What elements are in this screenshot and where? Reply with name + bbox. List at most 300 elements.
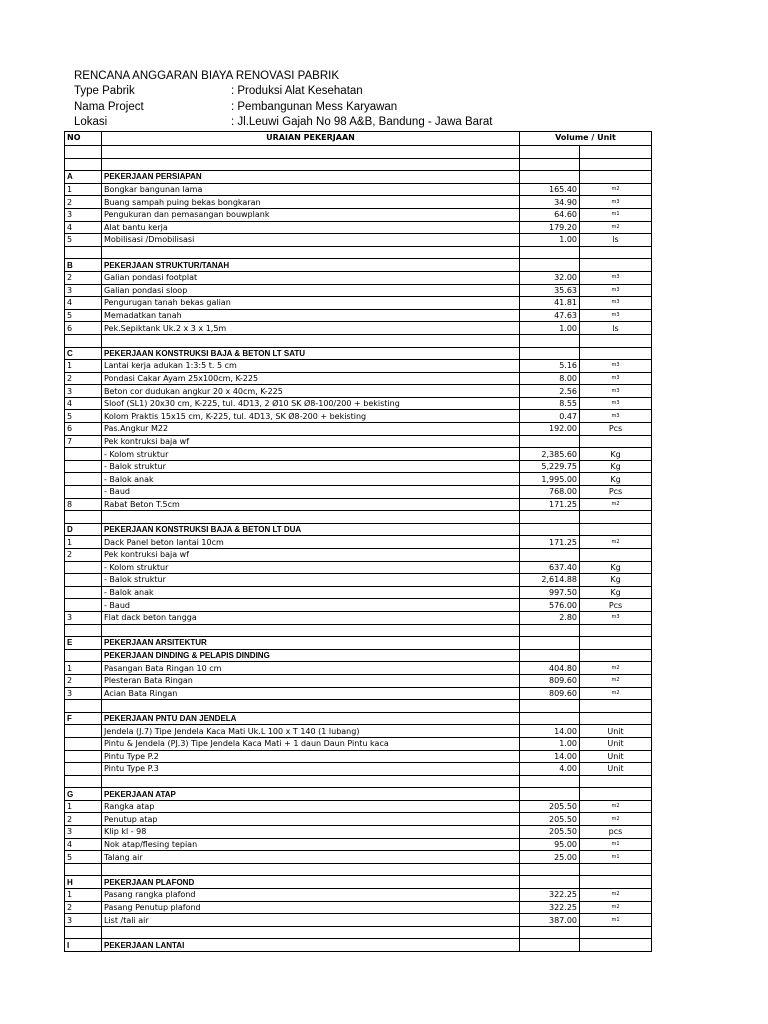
table-row xyxy=(65,599,652,612)
row-volume xyxy=(520,146,580,159)
row-number xyxy=(65,750,102,763)
row-volume xyxy=(520,171,580,184)
row-number: A xyxy=(65,171,102,184)
row-number xyxy=(65,700,102,713)
table-row xyxy=(65,435,652,448)
row-volume xyxy=(520,649,580,662)
row-number: 1 xyxy=(65,536,102,549)
row-volume: 2,614.88 xyxy=(520,574,580,587)
row-volume: 5,229.75 xyxy=(520,460,580,473)
row-volume: 171.25 xyxy=(520,536,580,549)
blank-row xyxy=(65,624,652,637)
section-row xyxy=(65,712,652,725)
row-number: 2 xyxy=(65,901,102,914)
row-description: Kolom Praktis 15x15 cm, K-225, tul. 4D13, SK Ø8-200 + bekisting xyxy=(102,410,520,423)
row-volume: 165.40 xyxy=(520,183,580,196)
row-unit: m3 xyxy=(580,410,652,423)
row-unit xyxy=(580,863,652,876)
row-number: 3 xyxy=(65,914,102,927)
row-volume: 64.60 xyxy=(520,208,580,221)
type-label: Type Pabrik xyxy=(74,85,135,97)
row-volume: 205.50 xyxy=(520,813,580,826)
row-number xyxy=(65,486,102,499)
row-description: Pek kontruksi baja wf xyxy=(102,549,520,562)
row-number: 7 xyxy=(65,435,102,448)
row-volume: 14.00 xyxy=(520,725,580,738)
row-number: 5 xyxy=(65,309,102,322)
row-number xyxy=(65,473,102,486)
row-volume: 637.40 xyxy=(520,561,580,574)
table-row xyxy=(65,385,652,398)
row-volume xyxy=(520,863,580,876)
row-volume: 34.90 xyxy=(520,196,580,209)
table-row xyxy=(65,611,652,624)
row-description: Jendela (J.7) Tipe Jendela Kaca Mati Uk.L 100 x T 140 (1 lubang) xyxy=(102,725,520,738)
row-description: PEKERJAAN LANTAI xyxy=(102,939,520,952)
row-description: - Kolom struktur xyxy=(102,561,520,574)
row-number xyxy=(65,586,102,599)
row-volume: 997.50 xyxy=(520,586,580,599)
row-volume: 1.00 xyxy=(520,737,580,750)
row-number xyxy=(65,737,102,750)
row-description: Penutup atap xyxy=(102,813,520,826)
cost-estimate-table xyxy=(64,131,652,952)
row-unit: m2 xyxy=(580,221,652,234)
row-volume: 179.20 xyxy=(520,221,580,234)
row-unit: m2 xyxy=(580,901,652,914)
row-number: 2 xyxy=(65,813,102,826)
row-number xyxy=(65,448,102,461)
row-volume: 322.25 xyxy=(520,901,580,914)
row-description: Memadatkan tanah xyxy=(102,309,520,322)
row-number: 4 xyxy=(65,297,102,310)
row-description: List /tali air xyxy=(102,914,520,927)
row-volume xyxy=(520,926,580,939)
row-unit xyxy=(580,259,652,272)
table-row xyxy=(65,687,652,700)
table-row xyxy=(65,183,652,196)
row-unit: m1 xyxy=(580,208,652,221)
row-number: 8 xyxy=(65,498,102,511)
row-description: Klip kl - 98 xyxy=(102,826,520,839)
row-description xyxy=(102,334,520,347)
row-volume: 95.00 xyxy=(520,838,580,851)
section-row xyxy=(65,523,652,536)
table-row xyxy=(65,725,652,738)
table-row xyxy=(65,549,652,562)
blank-row xyxy=(65,700,652,713)
blank-row xyxy=(65,863,652,876)
row-volume xyxy=(520,259,580,272)
row-number: F xyxy=(65,712,102,725)
row-description: Pintu Type P.3 xyxy=(102,763,520,776)
row-unit: pcs xyxy=(580,826,652,839)
blank-row xyxy=(65,246,652,259)
row-number: 1 xyxy=(65,800,102,813)
row-volume xyxy=(520,775,580,788)
row-description: Flat dack beton tangga xyxy=(102,611,520,624)
row-volume: 171.25 xyxy=(520,498,580,511)
row-volume: 14.00 xyxy=(520,750,580,763)
row-unit: m3 xyxy=(580,297,652,310)
row-unit xyxy=(580,876,652,889)
table-row xyxy=(65,914,652,927)
row-unit: Kg xyxy=(580,586,652,599)
row-description: PEKERJAAN ARSITEKTUR xyxy=(102,637,520,650)
row-unit xyxy=(580,347,652,360)
row-number: 2 xyxy=(65,271,102,284)
table-row xyxy=(65,826,652,839)
row-unit xyxy=(580,712,652,725)
table-row xyxy=(65,851,652,864)
table-row xyxy=(65,397,652,410)
table-row xyxy=(65,486,652,499)
row-number: 5 xyxy=(65,234,102,247)
row-unit: m3 xyxy=(580,309,652,322)
table-row xyxy=(65,360,652,373)
row-number: 3 xyxy=(65,208,102,221)
row-number xyxy=(65,649,102,662)
row-description: PEKERJAAN PERSIAPAN xyxy=(102,171,520,184)
row-volume: 2.80 xyxy=(520,611,580,624)
row-description: PEKERJAAN DINDING & PELAPIS DINDING xyxy=(102,649,520,662)
row-description: Pengurugan tanah bekas galian xyxy=(102,297,520,310)
row-number xyxy=(65,158,102,171)
row-description: Pasang rangka plafond xyxy=(102,889,520,902)
table-row xyxy=(65,536,652,549)
row-description: Plesteran Bata Ringan xyxy=(102,674,520,687)
row-number: 4 xyxy=(65,838,102,851)
row-description: Nok atap/flesing tepian xyxy=(102,838,520,851)
table-row xyxy=(65,208,652,221)
row-description: - Balok anak xyxy=(102,473,520,486)
table-row xyxy=(65,448,652,461)
row-unit xyxy=(580,939,652,952)
row-volume: 576.00 xyxy=(520,599,580,612)
row-description: PEKERJAAN KONSTRUKSI BAJA & BETON LT SATU xyxy=(102,347,520,360)
row-volume: 41.81 xyxy=(520,297,580,310)
row-description xyxy=(102,926,520,939)
row-description xyxy=(102,246,520,259)
row-volume: 4.00 xyxy=(520,763,580,776)
table-row xyxy=(65,221,652,234)
table-row xyxy=(65,498,652,511)
row-description: Dack Panel beton lantai 10cm xyxy=(102,536,520,549)
row-unit: m3 xyxy=(580,372,652,385)
row-number: C xyxy=(65,347,102,360)
row-unit: Kg xyxy=(580,448,652,461)
row-description: - Balok anak xyxy=(102,586,520,599)
row-number: D xyxy=(65,523,102,536)
row-description xyxy=(102,511,520,524)
row-description: Pasangan Bata Ringan 10 cm xyxy=(102,662,520,675)
row-unit xyxy=(580,549,652,562)
row-number: 5 xyxy=(65,410,102,423)
row-unit: m2 xyxy=(580,183,652,196)
row-number: 3 xyxy=(65,687,102,700)
row-volume: 192.00 xyxy=(520,423,580,436)
row-number: G xyxy=(65,788,102,801)
row-description: - Baud xyxy=(102,486,520,499)
row-unit: m3 xyxy=(580,271,652,284)
row-volume xyxy=(520,788,580,801)
row-volume: 32.00 xyxy=(520,271,580,284)
section-row xyxy=(65,788,652,801)
blank-row xyxy=(65,511,652,524)
row-volume xyxy=(520,511,580,524)
row-volume: 809.60 xyxy=(520,687,580,700)
table-row xyxy=(65,196,652,209)
row-unit xyxy=(580,158,652,171)
table-row xyxy=(65,800,652,813)
table-body xyxy=(65,146,652,952)
row-description: Pek.Sepiktank Uk.2 x 3 x 1,5m xyxy=(102,322,520,335)
row-unit: m3 xyxy=(580,611,652,624)
table-row xyxy=(65,410,652,423)
row-number xyxy=(65,460,102,473)
row-description: Rangka atap xyxy=(102,800,520,813)
row-number: 4 xyxy=(65,221,102,234)
row-description: Pas.Angkur M22 xyxy=(102,423,520,436)
table-row xyxy=(65,750,652,763)
row-number: I xyxy=(65,939,102,952)
blank-row xyxy=(65,926,652,939)
row-unit: Unit xyxy=(580,763,652,776)
row-description: Rabat Beton T.5cm xyxy=(102,498,520,511)
row-unit xyxy=(580,523,652,536)
row-volume xyxy=(520,334,580,347)
row-unit xyxy=(580,246,652,259)
row-volume xyxy=(520,939,580,952)
row-description: Bongkar bangunan lama xyxy=(102,183,520,196)
section-row xyxy=(65,939,652,952)
row-description: Talang air xyxy=(102,851,520,864)
column-header-volume: Volume / Unit xyxy=(520,132,652,146)
row-volume: 205.50 xyxy=(520,826,580,839)
row-unit xyxy=(580,435,652,448)
row-number: 1 xyxy=(65,889,102,902)
row-number: 3 xyxy=(65,611,102,624)
row-number: 2 xyxy=(65,372,102,385)
table-header-row xyxy=(65,132,652,146)
row-volume: 404.80 xyxy=(520,662,580,675)
row-unit: Kg xyxy=(580,561,652,574)
row-number xyxy=(65,574,102,587)
row-description: Pek kontruksi baja wf xyxy=(102,435,520,448)
column-header-description: URAIAN PEKERJAAN xyxy=(102,132,520,146)
row-volume: 25.00 xyxy=(520,851,580,864)
section-row xyxy=(65,347,652,360)
row-volume xyxy=(520,347,580,360)
row-number xyxy=(65,763,102,776)
row-unit: m2 xyxy=(580,889,652,902)
row-number xyxy=(65,146,102,159)
row-unit: Unit xyxy=(580,725,652,738)
project-label: Nama Project xyxy=(74,101,144,113)
row-number: H xyxy=(65,876,102,889)
row-unit: m3 xyxy=(580,397,652,410)
row-description: - Balok struktur xyxy=(102,460,520,473)
row-number: 3 xyxy=(65,284,102,297)
row-unit: m2 xyxy=(580,498,652,511)
table-row xyxy=(65,460,652,473)
row-volume: 47.63 xyxy=(520,309,580,322)
row-number xyxy=(65,511,102,524)
row-description: PEKERJAAN PNTU DAN JENDELA xyxy=(102,712,520,725)
table-row xyxy=(65,889,652,902)
row-unit: m2 xyxy=(580,536,652,549)
row-volume: 809.60 xyxy=(520,674,580,687)
row-volume xyxy=(520,549,580,562)
table-row xyxy=(65,473,652,486)
table-row xyxy=(65,838,652,851)
row-number: 6 xyxy=(65,423,102,436)
row-number xyxy=(65,926,102,939)
row-number: 4 xyxy=(65,397,102,410)
row-description: - Baud xyxy=(102,599,520,612)
row-unit: ls xyxy=(580,322,652,335)
row-volume xyxy=(520,158,580,171)
row-description: Pondasi Cakar Ayam 25x100cm, K-225 xyxy=(102,372,520,385)
table-row xyxy=(65,763,652,776)
row-number: 3 xyxy=(65,385,102,398)
row-unit xyxy=(580,511,652,524)
row-description: Pasang Penutup plafond xyxy=(102,901,520,914)
row-unit: m1 xyxy=(580,838,652,851)
row-description: - Balok struktur xyxy=(102,574,520,587)
column-header-no: NO xyxy=(65,132,102,146)
row-unit: m2 xyxy=(580,674,652,687)
row-number xyxy=(65,775,102,788)
row-description xyxy=(102,700,520,713)
row-volume: 8.55 xyxy=(520,397,580,410)
row-volume: 35.63 xyxy=(520,284,580,297)
row-number: 1 xyxy=(65,360,102,373)
row-number: B xyxy=(65,259,102,272)
row-unit xyxy=(580,926,652,939)
row-description: PEKERJAAN ATAP xyxy=(102,788,520,801)
row-description: Sloof (SL1) 20x30 cm, K-225, tul. 4D13, 2 Ø10 SK Ø8-100/200 + bekisting xyxy=(102,397,520,410)
table-row xyxy=(65,423,652,436)
row-unit xyxy=(580,649,652,662)
table-row xyxy=(65,322,652,335)
row-unit xyxy=(580,788,652,801)
row-description xyxy=(102,624,520,637)
row-unit: Pcs xyxy=(580,423,652,436)
row-volume xyxy=(520,523,580,536)
blank-row xyxy=(65,146,652,159)
row-description: Galian pondasi sloop xyxy=(102,284,520,297)
section-row xyxy=(65,637,652,650)
table-row xyxy=(65,662,652,675)
row-unit xyxy=(580,146,652,159)
row-volume: 2,385.60 xyxy=(520,448,580,461)
row-unit: m1 xyxy=(580,851,652,864)
row-description: Alat bantu kerja xyxy=(102,221,520,234)
row-description: Buang sampah puing bekas bongkaran xyxy=(102,196,520,209)
row-unit: m2 xyxy=(580,662,652,675)
row-volume: 2.56 xyxy=(520,385,580,398)
row-unit: m2 xyxy=(580,813,652,826)
row-number: 1 xyxy=(65,662,102,675)
document-title: RENCANA ANGGARAN BIAYA RENOVASI PABRIK xyxy=(74,70,339,82)
row-unit xyxy=(580,171,652,184)
row-unit: m3 xyxy=(580,360,652,373)
location-value: : Jl.Leuwi Gajah No 98 A&B, Bandung - Jawa Barat xyxy=(231,116,493,128)
row-volume: 5.16 xyxy=(520,360,580,373)
row-volume xyxy=(520,876,580,889)
section-row xyxy=(65,876,652,889)
table-row xyxy=(65,271,652,284)
row-description xyxy=(102,863,520,876)
row-description: PEKERJAAN PLAFOND xyxy=(102,876,520,889)
row-unit: m2 xyxy=(580,800,652,813)
row-unit: Kg xyxy=(580,473,652,486)
row-unit: Pcs xyxy=(580,486,652,499)
row-unit: m3 xyxy=(580,385,652,398)
row-unit xyxy=(580,624,652,637)
row-volume xyxy=(520,712,580,725)
row-unit: Unit xyxy=(580,750,652,763)
row-number: 2 xyxy=(65,196,102,209)
row-description xyxy=(102,775,520,788)
row-description: Pengukuran dan pemasangan bouwplank xyxy=(102,208,520,221)
table-row xyxy=(65,737,652,750)
row-volume: 768.00 xyxy=(520,486,580,499)
row-volume: 1,995.00 xyxy=(520,473,580,486)
section-row xyxy=(65,171,652,184)
blank-row xyxy=(65,775,652,788)
row-volume xyxy=(520,246,580,259)
table-row xyxy=(65,813,652,826)
row-volume: 0.47 xyxy=(520,410,580,423)
table-row xyxy=(65,372,652,385)
row-number: 1 xyxy=(65,183,102,196)
row-unit: Pcs xyxy=(580,599,652,612)
row-unit: m3 xyxy=(580,284,652,297)
row-unit xyxy=(580,334,652,347)
row-unit xyxy=(580,637,652,650)
table-row xyxy=(65,284,652,297)
row-description: - Kolom struktur xyxy=(102,448,520,461)
row-volume xyxy=(520,700,580,713)
location-label: Lokasi xyxy=(74,116,108,128)
row-number xyxy=(65,599,102,612)
table-row xyxy=(65,234,652,247)
type-value: : Produksi Alat Kesehatan xyxy=(231,85,363,97)
project-value: : Pembangunan Mess Karyawan xyxy=(231,101,398,113)
row-description: PEKERJAAN STRUKTUR/TANAH xyxy=(102,259,520,272)
row-number: 6 xyxy=(65,322,102,335)
row-unit: Kg xyxy=(580,460,652,473)
row-description xyxy=(102,146,520,159)
table-row xyxy=(65,674,652,687)
row-volume: 8.00 xyxy=(520,372,580,385)
row-volume xyxy=(520,435,580,448)
row-number: 5 xyxy=(65,851,102,864)
row-unit xyxy=(580,775,652,788)
row-unit: m2 xyxy=(580,687,652,700)
row-description: Pintu Type P.2 xyxy=(102,750,520,763)
row-number: E xyxy=(65,637,102,650)
table-row xyxy=(65,309,652,322)
row-number xyxy=(65,624,102,637)
row-volume xyxy=(520,624,580,637)
row-unit: m3 xyxy=(580,196,652,209)
row-description: PEKERJAAN KONSTRUKSI BAJA & BETON LT DUA xyxy=(102,523,520,536)
row-number xyxy=(65,334,102,347)
row-number: 2 xyxy=(65,549,102,562)
